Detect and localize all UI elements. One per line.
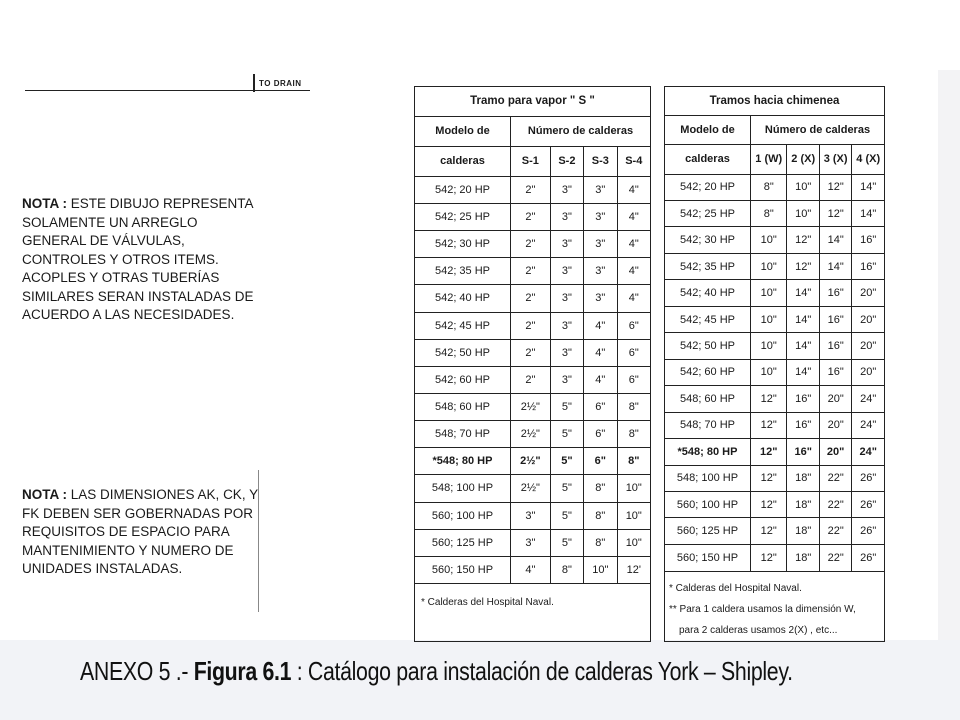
- size-cell: 16": [819, 306, 851, 332]
- size-cell: 8": [751, 201, 787, 227]
- column-header: S-4: [617, 146, 650, 176]
- column-header-model: Modelo de: [415, 116, 511, 146]
- size-cell: 14": [787, 280, 819, 306]
- table-row: [415, 448, 651, 475]
- size-cell: 2": [511, 258, 551, 285]
- size-cell: 2": [511, 285, 551, 312]
- size-cell: 2½": [511, 393, 551, 420]
- note-title: NOTA :: [22, 196, 67, 211]
- model-cell: 542; 40 HP: [665, 280, 751, 306]
- size-cell: 10": [751, 253, 787, 279]
- steam-pipe-table: [414, 86, 651, 642]
- table-row: [665, 201, 885, 227]
- note-text: LAS DIMENSIONES AK, CK, Y FK DEBEN SER GOBERNADAS POR REQUISITOS DE ESPACIO PARA MANTENIMIENTO Y NUMERO DE UNIDADES INSTALADAS.: [22, 487, 258, 576]
- size-cell: 14": [819, 253, 851, 279]
- size-cell: 12": [751, 465, 787, 491]
- size-cell: 20": [819, 439, 851, 465]
- table-row: [665, 386, 885, 412]
- table-row: [415, 366, 651, 393]
- size-cell: 14": [819, 227, 851, 253]
- size-cell: 2½": [511, 421, 551, 448]
- size-cell: 18": [787, 544, 819, 571]
- model-cell: 542; 50 HP: [415, 339, 511, 366]
- size-cell: 12': [617, 556, 650, 583]
- size-cell: 10": [787, 174, 819, 200]
- column-header-model-2: calderas: [665, 145, 751, 174]
- table-row: [415, 393, 651, 420]
- table-row: [415, 231, 651, 258]
- model-cell: 548; 60 HP: [415, 393, 511, 420]
- table-row: [415, 556, 651, 583]
- table-row: [665, 227, 885, 253]
- size-cell: 3": [584, 176, 617, 203]
- column-header: 3 (X): [819, 145, 851, 174]
- size-cell: 3": [584, 285, 617, 312]
- size-cell: 8": [584, 529, 617, 556]
- table-row: [665, 465, 885, 491]
- size-cell: 14": [852, 201, 885, 227]
- size-cell: 10": [617, 502, 650, 529]
- model-cell: 542; 25 HP: [415, 203, 511, 230]
- size-cell: 3": [584, 231, 617, 258]
- note-dimensions: [22, 486, 258, 579]
- size-cell: 12": [787, 253, 819, 279]
- size-cell: 26": [852, 544, 885, 571]
- size-cell: 14": [787, 333, 819, 359]
- model-cell: 548; 70 HP: [415, 421, 511, 448]
- size-cell: 26": [852, 518, 885, 544]
- size-cell: 2": [511, 312, 551, 339]
- model-cell: 542; 45 HP: [665, 306, 751, 332]
- size-cell: 4": [617, 258, 650, 285]
- size-cell: 10": [584, 556, 617, 583]
- column-header-model-2: calderas: [415, 146, 511, 176]
- column-header: S-3: [584, 146, 617, 176]
- table-title: Tramos hacia chimenea: [665, 87, 885, 116]
- caption-text: : Catálogo para instalación de calderas York – Shipley.: [296, 656, 793, 686]
- size-cell: 16": [819, 359, 851, 385]
- figure-caption: [80, 656, 793, 687]
- size-cell: 6": [584, 421, 617, 448]
- footnote-line: ** Para 1 caldera usamos la dimensión W,: [669, 603, 856, 615]
- size-cell: 16": [787, 386, 819, 412]
- size-cell: 20": [852, 306, 885, 332]
- size-cell: 8": [617, 421, 650, 448]
- column-header: S-1: [511, 146, 551, 176]
- size-cell: 3": [550, 285, 583, 312]
- size-cell: 8": [584, 475, 617, 502]
- table-row: [415, 285, 651, 312]
- size-cell: 2½": [511, 475, 551, 502]
- size-cell: 4": [511, 556, 551, 583]
- caption-figure: Figura 6.1: [193, 656, 292, 686]
- size-cell: 16": [852, 227, 885, 253]
- size-cell: 18": [787, 518, 819, 544]
- size-cell: 22": [819, 465, 851, 491]
- size-cell: 3": [550, 339, 583, 366]
- size-cell: 10": [751, 333, 787, 359]
- column-header: 1 (W): [751, 145, 787, 174]
- size-cell: 12": [787, 227, 819, 253]
- size-cell: 2": [511, 231, 551, 258]
- note-general-arrangement: [22, 195, 258, 325]
- size-cell: 2": [511, 366, 551, 393]
- size-cell: 6": [584, 448, 617, 475]
- size-cell: 12": [751, 386, 787, 412]
- table-row: [415, 529, 651, 556]
- size-cell: 3": [584, 203, 617, 230]
- model-cell: 542; 20 HP: [415, 176, 511, 203]
- size-cell: 10": [617, 529, 650, 556]
- size-cell: 6": [617, 339, 650, 366]
- size-cell: 3": [511, 529, 551, 556]
- size-cell: 12": [819, 174, 851, 200]
- size-cell: 8": [617, 393, 650, 420]
- table-footnote: * Calderas del Hospital Naval.: [415, 584, 651, 642]
- chimney-pipe-table: [664, 86, 885, 642]
- size-cell: 3": [550, 203, 583, 230]
- column-header-count: Número de calderas: [751, 116, 885, 145]
- table-row: [415, 475, 651, 502]
- column-header: 4 (X): [852, 145, 885, 174]
- table-title: Tramo para vapor " S ": [415, 87, 651, 117]
- table-row: [665, 174, 885, 200]
- size-cell: 6": [617, 366, 650, 393]
- model-cell: 542; 35 HP: [415, 258, 511, 285]
- footnote-line: * Calderas del Hospital Naval.: [669, 582, 802, 594]
- size-cell: 4": [617, 176, 650, 203]
- table-row: [415, 339, 651, 366]
- table-row: [665, 253, 885, 279]
- table-row: [415, 258, 651, 285]
- size-cell: 22": [819, 491, 851, 517]
- table-row: [415, 421, 651, 448]
- footnote-line: para 2 calderas usamos 2(X) , etc...: [679, 624, 838, 636]
- size-cell: 4": [584, 366, 617, 393]
- table-row: [665, 306, 885, 332]
- caption-prefix: ANEXO 5 .-: [80, 656, 189, 686]
- drain-pipe-line: [25, 90, 310, 91]
- size-cell: 5": [550, 529, 583, 556]
- size-cell: 22": [819, 518, 851, 544]
- table-row: [665, 412, 885, 438]
- size-cell: 20": [852, 359, 885, 385]
- size-cell: 24": [852, 439, 885, 465]
- size-cell: 3": [550, 231, 583, 258]
- size-cell: 16": [819, 280, 851, 306]
- model-cell: 542; 30 HP: [415, 231, 511, 258]
- model-cell: 542; 45 HP: [415, 312, 511, 339]
- size-cell: 4": [617, 203, 650, 230]
- size-cell: 24": [852, 386, 885, 412]
- size-cell: 8": [751, 174, 787, 200]
- page-edge-band: [938, 70, 960, 720]
- size-cell: 4": [617, 285, 650, 312]
- size-cell: 14": [852, 174, 885, 200]
- size-cell: 3": [550, 366, 583, 393]
- column-header-count: Número de calderas: [511, 116, 651, 146]
- model-cell: 560; 150 HP: [665, 544, 751, 571]
- table-row: [665, 491, 885, 517]
- size-cell: 12": [751, 439, 787, 465]
- model-cell: 548; 60 HP: [665, 386, 751, 412]
- size-cell: 4": [584, 312, 617, 339]
- size-cell: 5": [550, 421, 583, 448]
- table-row: [665, 359, 885, 385]
- size-cell: 5": [550, 475, 583, 502]
- table-footnotes: [665, 571, 885, 641]
- model-cell: 542; 50 HP: [665, 333, 751, 359]
- size-cell: 20": [852, 333, 885, 359]
- size-cell: 5": [550, 448, 583, 475]
- size-cell: 10": [787, 201, 819, 227]
- column-header: S-2: [550, 146, 583, 176]
- table-row: [665, 544, 885, 571]
- size-cell: 2": [511, 176, 551, 203]
- model-cell: 542; 30 HP: [665, 227, 751, 253]
- size-cell: 14": [787, 359, 819, 385]
- size-cell: 3": [550, 176, 583, 203]
- table-row: [415, 203, 651, 230]
- size-cell: 3": [550, 312, 583, 339]
- size-cell: 26": [852, 491, 885, 517]
- model-cell: 548; 100 HP: [415, 475, 511, 502]
- size-cell: 4": [617, 231, 650, 258]
- table-row: [665, 439, 885, 465]
- size-cell: 3": [550, 258, 583, 285]
- drain-label: TO DRAIN: [259, 79, 302, 88]
- model-cell: *548; 80 HP: [665, 439, 751, 465]
- size-cell: 10": [751, 227, 787, 253]
- size-cell: 8": [617, 448, 650, 475]
- size-cell: 4": [584, 339, 617, 366]
- divider-line: [258, 470, 259, 612]
- size-cell: 20": [819, 386, 851, 412]
- table-row: [415, 312, 651, 339]
- size-cell: 2": [511, 203, 551, 230]
- size-cell: 6": [617, 312, 650, 339]
- size-cell: 8": [550, 556, 583, 583]
- model-cell: 542; 25 HP: [665, 201, 751, 227]
- model-cell: 542; 20 HP: [665, 174, 751, 200]
- size-cell: 20": [819, 412, 851, 438]
- size-cell: 12": [751, 491, 787, 517]
- model-cell: 548; 100 HP: [665, 465, 751, 491]
- model-cell: *548; 80 HP: [415, 448, 511, 475]
- size-cell: 5": [550, 502, 583, 529]
- size-cell: 12": [819, 201, 851, 227]
- model-cell: 542; 40 HP: [415, 285, 511, 312]
- size-cell: 14": [787, 306, 819, 332]
- model-cell: 560; 100 HP: [415, 502, 511, 529]
- model-cell: 542; 60 HP: [665, 359, 751, 385]
- size-cell: 5": [550, 393, 583, 420]
- model-cell: 560; 100 HP: [665, 491, 751, 517]
- model-cell: 548; 70 HP: [665, 412, 751, 438]
- size-cell: 10": [751, 359, 787, 385]
- note-text: ESTE DIBUJO REPRESENTA SOLAMENTE UN ARREGLO GENERAL DE VÁLVULAS, CONTROLES Y OTROS ITEMS. ACOPLES Y OTRAS TUBERÍAS SIMILARES SERAN INSTALADAS DE ACUERDO A LAS NECESIDADES.: [22, 196, 254, 322]
- size-cell: 18": [787, 465, 819, 491]
- table-row: [415, 502, 651, 529]
- column-header: 2 (X): [787, 145, 819, 174]
- table-row: [665, 518, 885, 544]
- model-cell: 560; 125 HP: [415, 529, 511, 556]
- size-cell: 16": [852, 253, 885, 279]
- table-row: [665, 333, 885, 359]
- drain-pipe-tick: [253, 74, 255, 92]
- size-cell: 6": [584, 393, 617, 420]
- size-cell: 16": [819, 333, 851, 359]
- size-cell: 12": [751, 544, 787, 571]
- size-cell: 10": [751, 280, 787, 306]
- size-cell: 18": [787, 491, 819, 517]
- size-cell: 22": [819, 544, 851, 571]
- size-cell: 8": [584, 502, 617, 529]
- column-header-model: Modelo de: [665, 116, 751, 145]
- note-title: NOTA :: [22, 487, 67, 502]
- model-cell: 560; 125 HP: [665, 518, 751, 544]
- size-cell: 2": [511, 339, 551, 366]
- size-cell: 16": [787, 412, 819, 438]
- model-cell: 560; 150 HP: [415, 556, 511, 583]
- size-cell: 12": [751, 518, 787, 544]
- table-row: [415, 176, 651, 203]
- size-cell: 20": [852, 280, 885, 306]
- size-cell: 10": [751, 306, 787, 332]
- size-cell: 2½": [511, 448, 551, 475]
- size-cell: 3": [511, 502, 551, 529]
- size-cell: 24": [852, 412, 885, 438]
- model-cell: 542; 35 HP: [665, 253, 751, 279]
- size-cell: 10": [617, 475, 650, 502]
- table-row: [665, 280, 885, 306]
- model-cell: 542; 60 HP: [415, 366, 511, 393]
- size-cell: 26": [852, 465, 885, 491]
- size-cell: 3": [584, 258, 617, 285]
- size-cell: 12": [751, 412, 787, 438]
- size-cell: 16": [787, 439, 819, 465]
